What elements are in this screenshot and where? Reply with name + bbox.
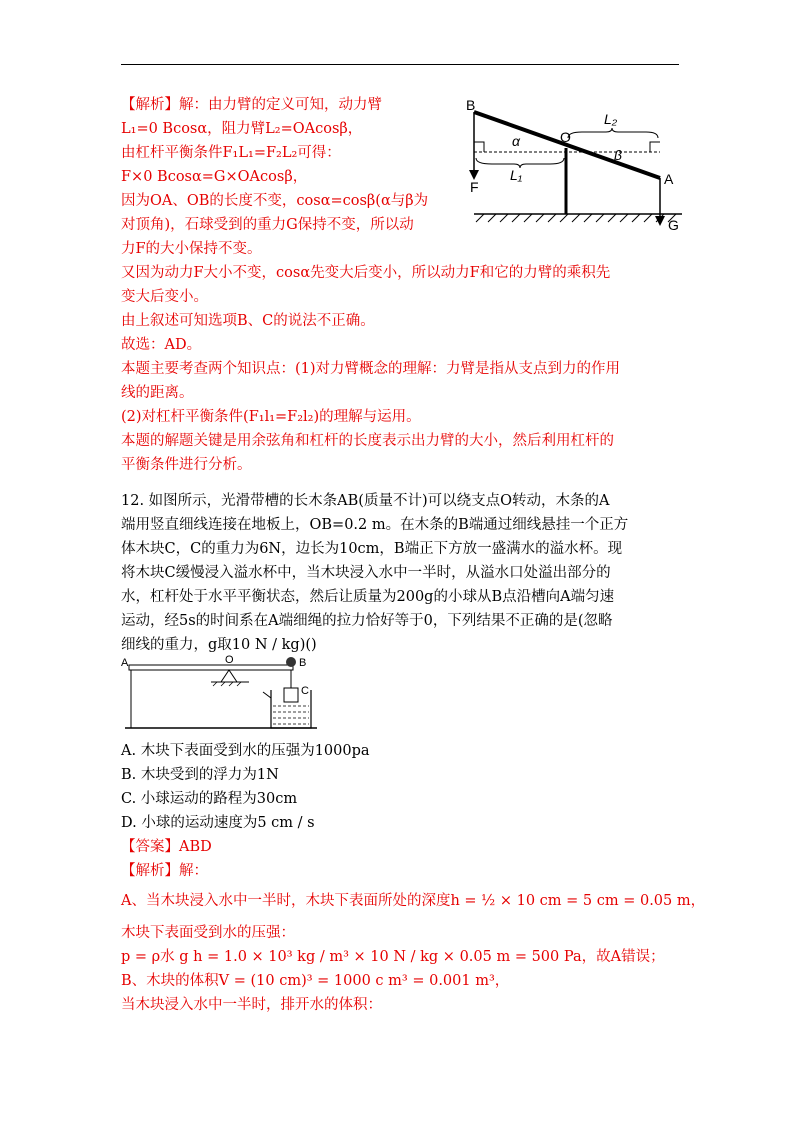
question-line: 12. 如图所示，光滑带槽的长木条AB(质量不计)可以绕支点O转动，木条的A xyxy=(121,493,610,509)
header-rule xyxy=(121,64,679,65)
analysis-line: 平衡条件进行分析。 xyxy=(121,457,252,473)
question-line: 端用竖直细线连接在地板上，OB=0.2 m。在木条的B端通过细线悬挂一个正方 xyxy=(121,517,629,533)
analysis-line: 力F的大小保持不变。 xyxy=(121,241,262,257)
option-c: C. 小球运动的路程为30cm xyxy=(121,791,298,807)
label-G: G xyxy=(668,217,679,233)
analysis-line: B、木块的体积V = (10 cm)³ = 1000 c m³ = 0.001 m³， xyxy=(121,973,510,989)
lever-diagram-2 xyxy=(121,654,321,734)
analysis-line: L₁=0 Bcosα，阻力臂L₂=OAcosβ， xyxy=(121,121,363,137)
question-line: 体木块C，C的重力为6N，边长为10cm，B端正下方放一盛满水的溢水杯。现 xyxy=(121,541,623,557)
label-B: B xyxy=(466,97,476,113)
analysis-line: 【解析】解：由力臂的定义可知，动力臂 xyxy=(121,97,382,113)
label-O: O xyxy=(225,654,234,666)
analysis-line: 变大后变小。 xyxy=(121,289,208,305)
analysis-line: 线的距离。 xyxy=(121,385,194,401)
label-L2: L₂ xyxy=(604,111,618,127)
analysis-line: 对顶角)，石球受到的重力G保持不变，所以动 xyxy=(121,217,414,233)
question-line: 将木块C缓慢浸入溢水杯中，当木块浸入水中一半时，从溢水口处溢出部分的 xyxy=(121,565,611,581)
option-d: D. 小球的运动速度为5 cm / s xyxy=(121,815,315,831)
answer-line: 【答案】ABD xyxy=(121,839,212,855)
label-L1: L₁ xyxy=(510,167,523,183)
option-a: A. 木块下表面受到水的压强为1000pa xyxy=(121,743,370,759)
analysis-line: 本题主要考查两个知识点：(1)对力臂概念的理解：力臂是指从支点到力的作用 xyxy=(121,361,621,377)
analysis-line: 当木块浸入水中一半时，排开水的体积： xyxy=(121,997,382,1013)
label-A: A xyxy=(664,171,674,187)
question-line: 水，杠杆处于水平平衡状态，然后让质量为200g的小球从B点沿槽向A端匀速 xyxy=(121,589,615,605)
analysis-line: 本题的解题关键是用余弦角和杠杆的长度表示出力臂的大小，然后利用杠杆的 xyxy=(121,433,614,449)
analysis-head: 【解析】解： xyxy=(121,863,208,879)
label-O: O xyxy=(560,129,571,145)
analysis-line: 故选：AD。 xyxy=(121,337,202,353)
label-beta: β xyxy=(614,147,622,163)
analysis-line: 木块下表面受到水的压强： xyxy=(121,925,295,941)
analysis-line: F×0 Bcosα=G×OAcosβ， xyxy=(121,169,308,185)
analysis-line: 由上叙述可知选项B、C的说法不正确。 xyxy=(121,313,375,329)
question-line: 细线的重力，g取10 N / kg)() xyxy=(121,637,317,653)
analysis-line: 由杠杆平衡条件F₁L₁=F₂L₂可得： xyxy=(121,145,341,161)
analysis-line: 又因为动力F大小不变，cosα先变大后变小，所以动力F和它的力臂的乘积先 xyxy=(121,265,611,281)
question-line: 运动，经5s的时间系在A端细绳的拉力恰好等于0，下列结果不正确的是(忽略 xyxy=(121,613,613,629)
label-F: F xyxy=(470,179,479,195)
analysis-line: A、当木块浸入水中一半时，木块下表面所处的深度h = ½ × 10 cm = 5 cm = 0.05 m， xyxy=(121,893,706,909)
analysis-line: (2)对杠杆平衡条件(F₁l₁=F₂l₂)的理解与运用。 xyxy=(121,409,421,425)
analysis-line: p = ρ水 g h = 1.0 × 10³ kg / m³ × 10 N / kg × 0.05 m = 500 Pa，故A错误； xyxy=(121,949,665,965)
option-b: B. 木块受到的浮力为1N xyxy=(121,767,279,783)
label-B: B xyxy=(299,657,307,669)
label-alpha: α xyxy=(512,133,520,149)
analysis-line: 因为OA、OB的长度不变，cosα=cosβ(α与β为 xyxy=(121,193,429,209)
label-C: C xyxy=(301,685,309,697)
label-A: A xyxy=(121,657,129,669)
lever-diagram-1 xyxy=(462,92,692,242)
